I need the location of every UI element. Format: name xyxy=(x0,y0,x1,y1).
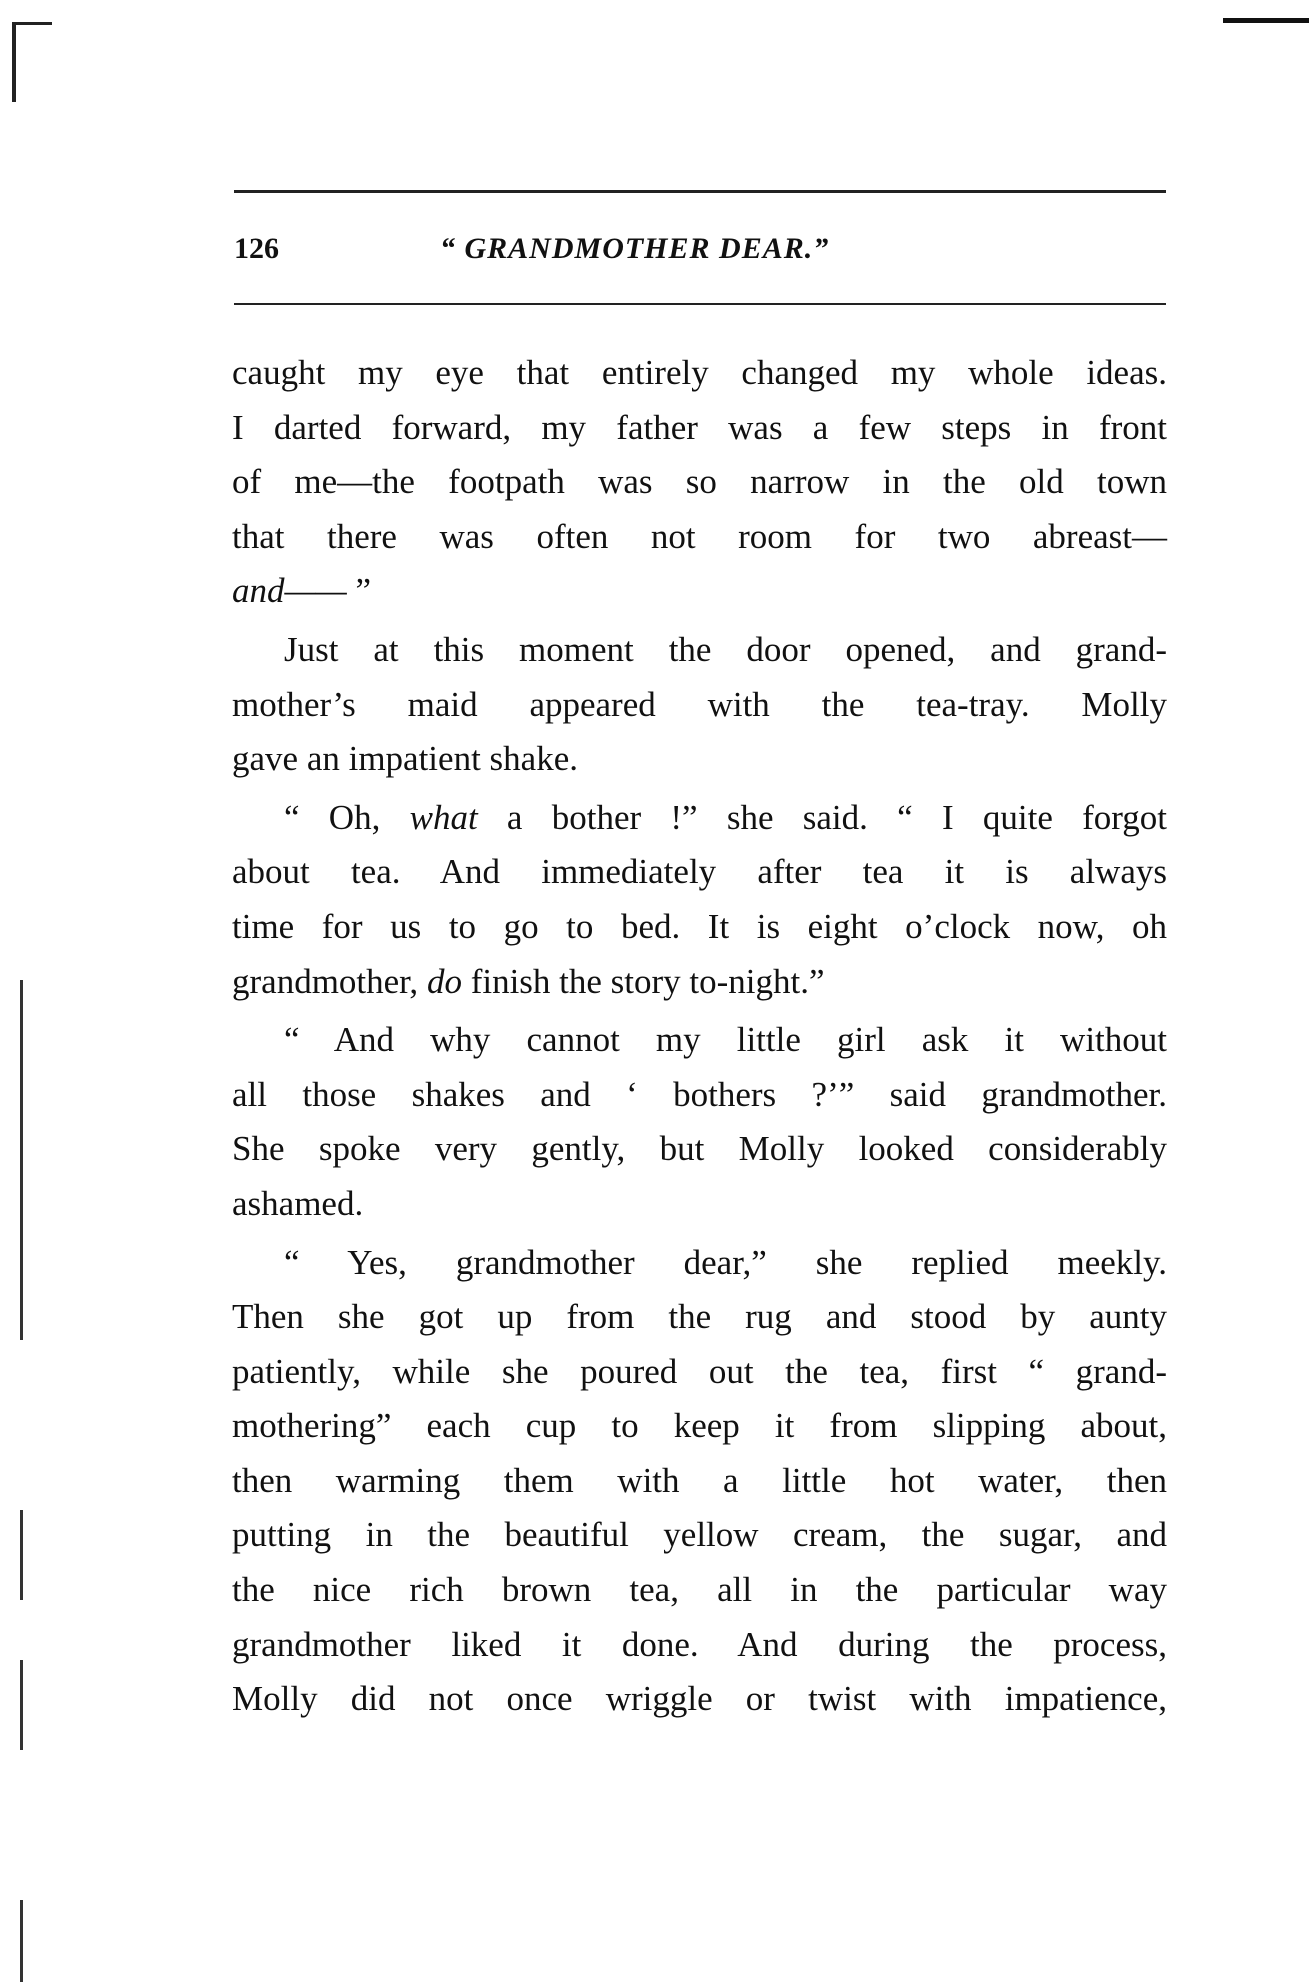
text-line: grandmother liked it done. And during the process, xyxy=(232,1624,1167,1664)
paragraph-2 xyxy=(232,623,1167,787)
scan-corner-mark-left xyxy=(12,22,16,102)
text-line: then warming them with a little hot water, then xyxy=(232,1460,1167,1500)
scan-margin-mark xyxy=(20,1900,23,1982)
text-line: ashamed. xyxy=(232,1183,364,1223)
paragraph-1 xyxy=(232,346,1167,619)
text-line: of me—the footpath was so narrow in the old town xyxy=(232,462,1167,502)
text-line: gave an impatient shake. xyxy=(232,739,578,779)
text-line: that there was often not room for two abreast— xyxy=(232,516,1167,556)
text-fragment: ” xyxy=(346,571,372,611)
text-fragment: grandmother, xyxy=(232,961,427,1001)
paragraph-4 xyxy=(232,1013,1167,1231)
text-line: caught my eye that entirely changed my whole ideas. xyxy=(232,353,1167,392)
text-line xyxy=(232,791,1167,846)
text-line: the nice rich brown tea, all in the particular way xyxy=(232,1570,1167,1610)
paragraph-5 xyxy=(232,1236,1167,1727)
emphasis: and—— xyxy=(232,571,347,611)
page-body xyxy=(232,346,1167,1727)
text-line: all those shakes and ‘ bothers ?’” said grandmother. xyxy=(232,1074,1167,1114)
text-line: I darted forward, my father was a few steps in front xyxy=(232,407,1167,447)
emphasis: do xyxy=(426,961,462,1001)
text-line: about tea. And immediately after tea it is always xyxy=(232,852,1167,892)
text-line xyxy=(232,564,1167,619)
scan-corner-mark-top xyxy=(12,22,52,25)
header-rule-top xyxy=(234,190,1166,193)
text-line: Then she got up from the rug and stood by aunty xyxy=(232,1297,1167,1337)
text-line: patiently, while she poured out the tea, first “ grand- xyxy=(232,1351,1167,1391)
emphasis: what xyxy=(409,797,478,837)
text-line: Molly did not once wriggle or twist with impatience, xyxy=(232,1679,1167,1719)
page-number: 126 xyxy=(234,232,279,265)
text-fragment: “ Oh, xyxy=(284,797,410,837)
text-fragment: finish the story to-night.” xyxy=(461,961,825,1001)
text-fragment: a bother !” she said. “ I quite forgot xyxy=(477,797,1168,837)
scan-corner-mark-right xyxy=(1223,18,1309,23)
text-line: She spoke very gently, but Molly looked considerably xyxy=(232,1129,1167,1169)
paragraph-3 xyxy=(232,791,1167,1009)
text-line: mothering” each cup to keep it from slipping about, xyxy=(232,1406,1167,1446)
scan-margin-mark xyxy=(20,980,23,1340)
scan-margin-mark xyxy=(20,1510,23,1600)
text-line xyxy=(232,955,1167,1010)
text-line: Just at this moment the door opened, and grand- xyxy=(284,629,1167,669)
text-line: “ Yes, grandmother dear,” she replied meekly. xyxy=(284,1242,1167,1282)
header-rule-bottom xyxy=(234,303,1166,305)
text-line: time for us to go to bed. It is eight o’clock now, oh xyxy=(232,906,1167,946)
text-line: putting in the beautiful yellow cream, the sugar, and xyxy=(232,1515,1167,1555)
running-head xyxy=(234,232,1166,276)
book-title: “ GRANDMOTHER DEAR.” xyxy=(440,232,830,265)
text-line: mother’s maid appeared with the tea-tray. Molly xyxy=(232,684,1167,724)
scan-margin-mark xyxy=(20,1660,23,1750)
text-line: “ And why cannot my little girl ask it without xyxy=(284,1020,1167,1060)
